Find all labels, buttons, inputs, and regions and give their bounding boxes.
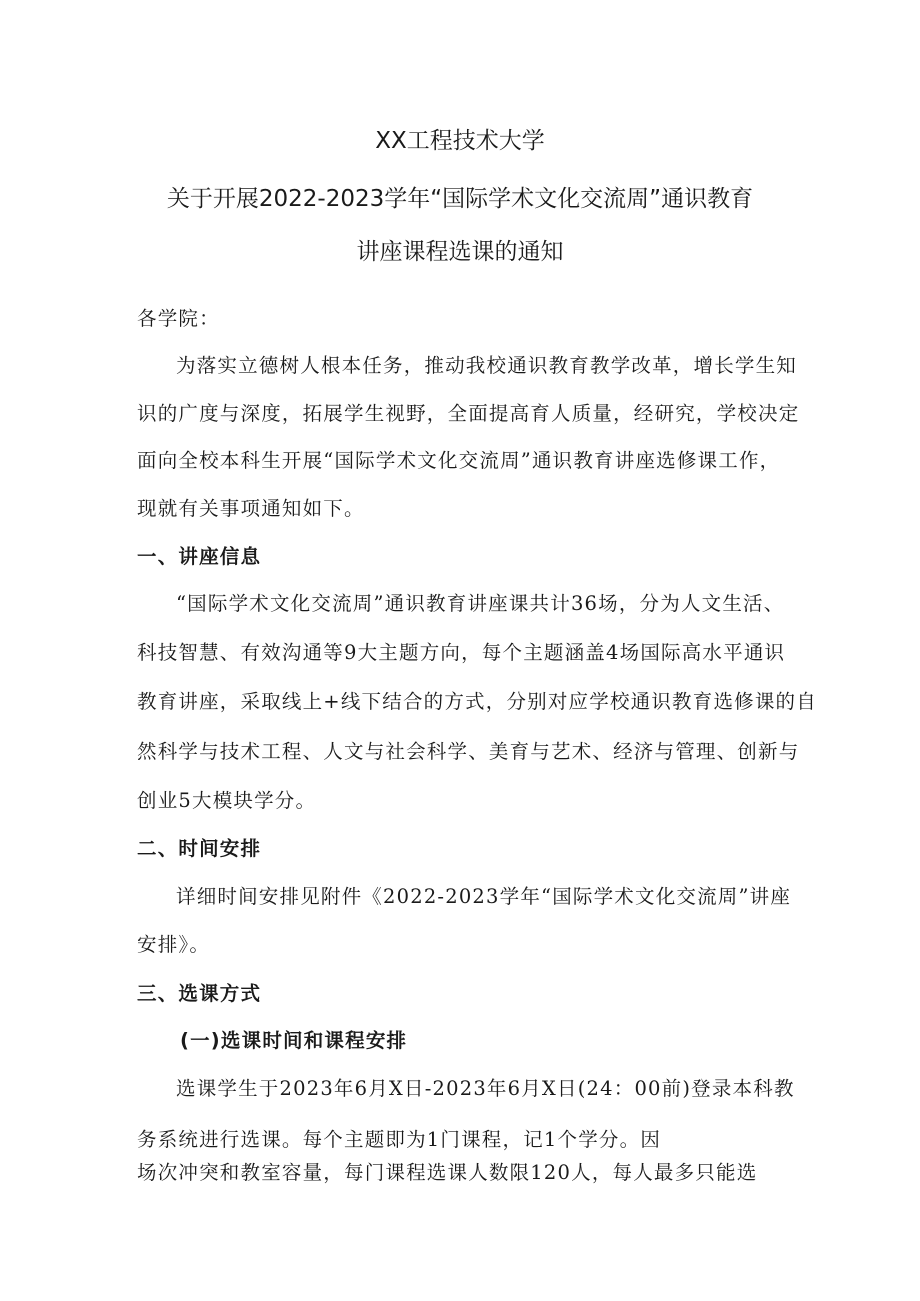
section3-line: 选课学生于2023年6月X日-2023年6月X日(24：00前)登录本科教 (176, 1077, 795, 1100)
section1-line: 创业5大模块学分。 (137, 789, 317, 812)
intro-line: 面向全校本科生开展“国际学术文化交流周”通识教育讲座选修课工作， (137, 449, 781, 472)
intro-line: 识的广度与深度，拓展学生视野，全面提高育人质量，经研究，学校决定 (137, 402, 800, 425)
section2-heading: 二、时间安排 (137, 837, 262, 860)
intro-line: 为落实立德树人根本任务，推动我校通识教育教学改革，增长学生知 (176, 354, 798, 377)
section1-heading: 一、讲座信息 (137, 545, 262, 568)
intro-line: 现就有关事项通知如下。 (137, 497, 365, 520)
section1-line: “国际学术文化交流周”通识教育讲座课共计36场，分为人文生活、 (176, 592, 785, 615)
section1-line: 科技智慧、有效沟通等9大主题方向，每个主题涵盖4场国际高水平通识 (137, 641, 786, 664)
section3-line: 务系统进行选课。每个主题即为1门课程，记1个学分。因 (137, 1128, 662, 1151)
section1-line: 教育讲座，采取线上+线下结合的方式，分别对应学校通识教育选修课的自 (137, 690, 817, 713)
university-name: XX工程技术大学 (375, 128, 545, 154)
section2-line: 安排》。 (137, 933, 211, 956)
section3-subheading: (一)选课时间和课程安排 (180, 1029, 408, 1052)
section2-line: 详细时间安排见附件《2022-2023学年“国际学术文化交流周”讲座 (176, 885, 792, 908)
section1-line: 然科学与技术工程、人文与社会科学、美育与艺术、经济与管理、创新与 (137, 740, 800, 763)
notice-title-line2: 讲座课程选课的通知 (356, 239, 564, 265)
salutation: 各学院： (137, 307, 220, 330)
section3-heading: 三、选课方式 (137, 982, 262, 1005)
section3-line: 场次冲突和教室容量，每门课程选课人数限120人，每人最多只能选 (137, 1161, 758, 1184)
notice-title-line1: 关于开展2022-2023学年“国际学术文化交流周”通识教育 (166, 186, 754, 212)
